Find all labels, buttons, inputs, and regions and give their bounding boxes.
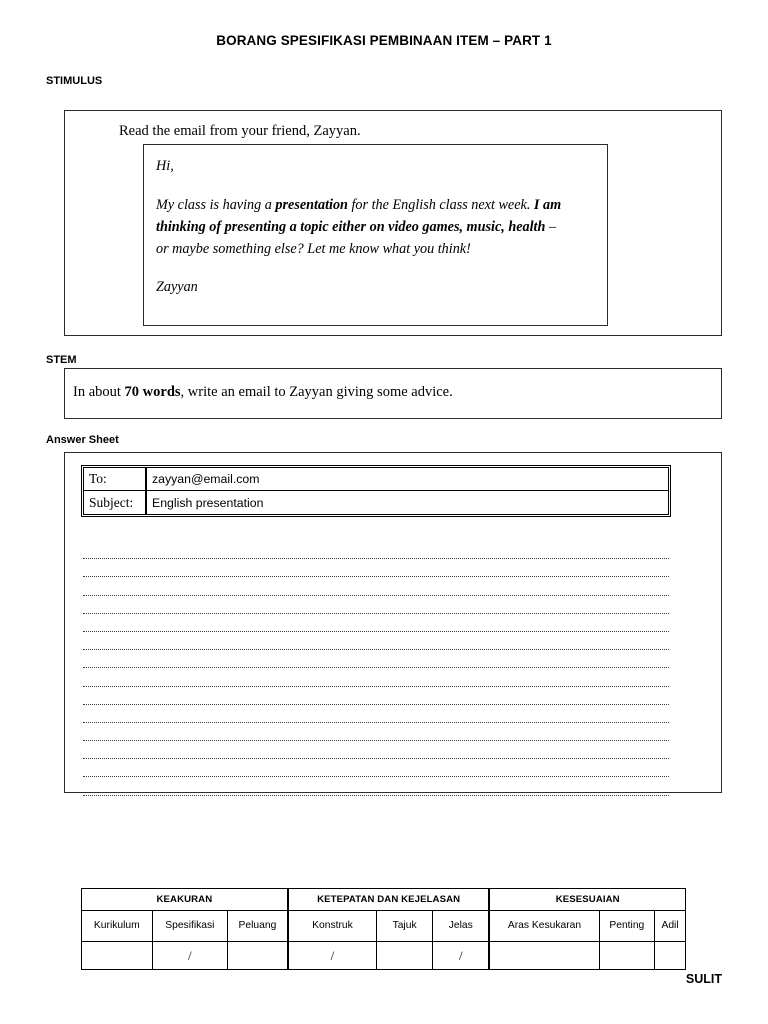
email-body-text-b: presentation xyxy=(275,197,348,213)
section-label-answer-sheet: Answer Sheet xyxy=(46,434,119,446)
email-greeting: Hi, xyxy=(156,158,174,174)
criteria-mark-row xyxy=(82,942,686,970)
criteria-group-header-row xyxy=(82,889,686,911)
criteria-column-header: Tajuk xyxy=(377,911,433,942)
email-fields-table xyxy=(83,467,669,515)
stem-text-a: In about xyxy=(73,384,125,400)
answer-line[interactable] xyxy=(83,559,669,577)
criteria-table xyxy=(81,888,686,970)
answer-line[interactable] xyxy=(83,777,669,795)
email-spacer-2 xyxy=(156,260,593,276)
criteria-group-header: KESESUAIAN xyxy=(489,889,685,911)
stem-text-c: , write an email to Zayyan giving some advice. xyxy=(180,384,453,400)
criteria-group-header: KETEPATAN DAN KEJELASAN xyxy=(288,889,490,911)
email-body-line-2 xyxy=(156,216,593,238)
answer-line[interactable] xyxy=(83,596,669,614)
criteria-mark-empty[interactable] xyxy=(489,942,599,970)
criteria-column-header: Spesifikasi xyxy=(152,911,227,942)
stem-word-count: 70 words xyxy=(124,384,181,400)
footer-classification: SULIT xyxy=(685,972,722,986)
email-field-row-subject xyxy=(84,491,668,514)
stem-box xyxy=(64,368,722,419)
answer-line[interactable] xyxy=(83,541,669,559)
answer-line[interactable] xyxy=(83,687,669,705)
criteria-mark-empty[interactable] xyxy=(228,942,288,970)
page-title: BORANG SPESIFIKASI PEMBINAAN ITEM – PART 1 xyxy=(216,33,552,48)
answer-line[interactable] xyxy=(83,741,669,759)
stimulus-box xyxy=(64,110,722,336)
answer-line[interactable] xyxy=(83,759,669,777)
answer-line[interactable] xyxy=(83,632,669,650)
answer-line[interactable] xyxy=(83,723,669,741)
section-label-stimulus: STIMULUS xyxy=(46,75,103,87)
criteria-column-header: Peluang xyxy=(228,911,288,942)
answer-sheet-box xyxy=(64,452,722,793)
criteria-mark-checked[interactable]: / xyxy=(152,942,227,970)
criteria-column-header: Kurikulum xyxy=(82,911,153,942)
criteria-mark-checked[interactable]: / xyxy=(433,942,490,970)
stimulus-instruction: Read the email from your friend, Zayyan. xyxy=(119,123,361,139)
criteria-column-header-row xyxy=(82,911,686,942)
criteria-column-header: Konstruk xyxy=(288,911,377,942)
criteria-group-header: KEAKURAN xyxy=(82,889,288,911)
email-body-text-d: I am xyxy=(533,197,562,213)
stem-instruction xyxy=(73,384,453,401)
email-body-text-c: for the English class next week. xyxy=(347,197,534,213)
email-body-text-f: – xyxy=(545,219,557,235)
criteria-mark-empty[interactable] xyxy=(599,942,655,970)
email-stimulus-box xyxy=(143,144,608,326)
subject-field-label: Subject: xyxy=(84,491,146,514)
to-field-label: To: xyxy=(84,468,146,490)
email-body-text-e: thinking of presenting a topic either on video games, music, health xyxy=(156,219,546,235)
email-body-text-a: My class is having a xyxy=(156,197,276,213)
criteria-column-header: Jelas xyxy=(433,911,490,942)
email-signature: Zayyan xyxy=(156,279,198,295)
answer-writing-lines[interactable] xyxy=(83,541,669,796)
criteria-column-header: Aras Kesukaran xyxy=(489,911,599,942)
answer-line[interactable] xyxy=(83,650,669,668)
answer-line[interactable] xyxy=(83,705,669,723)
criteria-column-header: Adil xyxy=(655,911,686,942)
email-field-row-to xyxy=(84,468,668,491)
section-label-stem: STEM xyxy=(46,354,77,366)
answer-line[interactable] xyxy=(83,577,669,595)
email-spacer xyxy=(156,177,593,194)
criteria-mark-empty[interactable] xyxy=(377,942,433,970)
email-body-line-3: or maybe something else? Let me know what you think! xyxy=(156,241,471,257)
criteria-column-header: Penting xyxy=(599,911,655,942)
email-body-line-1 xyxy=(156,194,593,216)
to-field-value[interactable]: zayyan@email.com xyxy=(146,468,668,490)
criteria-mark-empty[interactable] xyxy=(82,942,153,970)
answer-line[interactable] xyxy=(83,614,669,632)
subject-field-value[interactable]: English presentation xyxy=(146,491,668,514)
criteria-mark-checked[interactable]: / xyxy=(288,942,377,970)
criteria-mark-empty[interactable] xyxy=(655,942,686,970)
answer-line[interactable] xyxy=(83,668,669,686)
